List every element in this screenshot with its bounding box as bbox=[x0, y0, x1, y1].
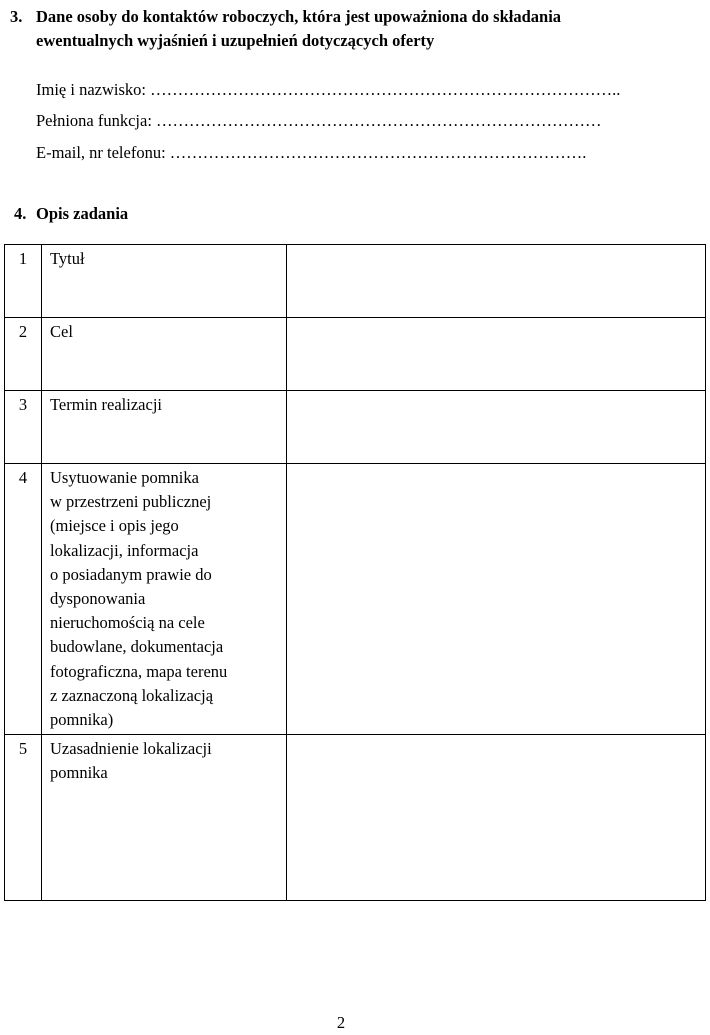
row-label bbox=[42, 245, 287, 318]
section-3-number: 3. bbox=[10, 7, 23, 26]
row-label-line: w przestrzeni publicznej bbox=[50, 492, 212, 512]
section-contact-person bbox=[10, 5, 705, 53]
section-3-heading bbox=[10, 5, 705, 53]
row-label-line: pomnika) bbox=[50, 710, 114, 730]
table-row bbox=[5, 391, 706, 464]
row-number: 4 bbox=[5, 464, 42, 735]
row-value-cell bbox=[287, 318, 706, 391]
row-label-line: pomnika bbox=[50, 763, 108, 783]
row-label-line: fotograficzna, mapa terenu bbox=[50, 661, 228, 681]
section-3-title bbox=[36, 5, 705, 53]
section-4-number: 4. bbox=[14, 204, 27, 223]
row-label-line: lokalizacji, informacja bbox=[50, 540, 199, 560]
row-label-line: Uzasadnienie lokalizacji bbox=[50, 739, 212, 758]
section-3-title-line-1: Dane osoby do kontaktów roboczych, która jest upoważniona do składania bbox=[36, 7, 562, 26]
row-value-cell bbox=[287, 245, 706, 318]
row-label-line: nieruchomością na cele bbox=[50, 613, 205, 633]
row-value-cell bbox=[287, 464, 706, 735]
name-field: Imię i nazwisko: ………………………………………………………………………….. bbox=[36, 80, 621, 99]
row-label-line: Usytuowanie pomnika bbox=[50, 468, 199, 487]
table-row bbox=[5, 318, 706, 391]
task-description-table bbox=[4, 244, 706, 901]
row-number: 3 bbox=[5, 391, 42, 464]
row-number: 1 bbox=[5, 245, 42, 318]
row-label-line: Tytuł bbox=[50, 249, 85, 268]
row-number: 2 bbox=[5, 318, 42, 391]
row-label bbox=[42, 318, 287, 391]
function-field: Pełniona funkcja: ……………………………………………………………………… bbox=[36, 111, 602, 130]
row-label-line: Termin realizacji bbox=[50, 395, 162, 414]
row-label-line: (miejsce i opis jego bbox=[50, 516, 179, 536]
row-value-cell bbox=[287, 735, 706, 901]
row-label-line: o posiadanym prawie do bbox=[50, 564, 212, 584]
row-label bbox=[42, 464, 287, 735]
row-label bbox=[42, 735, 287, 901]
row-value-cell bbox=[287, 391, 706, 464]
row-number: 5 bbox=[5, 735, 42, 901]
row-label-line: Cel bbox=[50, 322, 73, 341]
section-4-heading bbox=[14, 203, 128, 225]
section-3-title-line-2: ewentualnych wyjaśnień i uzupełnień dotyczących oferty bbox=[36, 31, 435, 50]
table-row bbox=[5, 245, 706, 318]
row-label-line: z zaznaczoną lokalizacją bbox=[50, 685, 214, 705]
page-number: 2 bbox=[336, 1013, 346, 1032]
table-row bbox=[5, 464, 706, 735]
contact-field: E-mail, nr telefonu: …………………………………………………………………. bbox=[36, 143, 587, 162]
row-label-line: dysponowania bbox=[50, 589, 146, 609]
table-row bbox=[5, 735, 706, 901]
section-4-title: Opis zadania bbox=[36, 204, 129, 223]
row-label bbox=[42, 391, 287, 464]
row-label-line: budowlane, dokumentacja bbox=[50, 637, 224, 657]
